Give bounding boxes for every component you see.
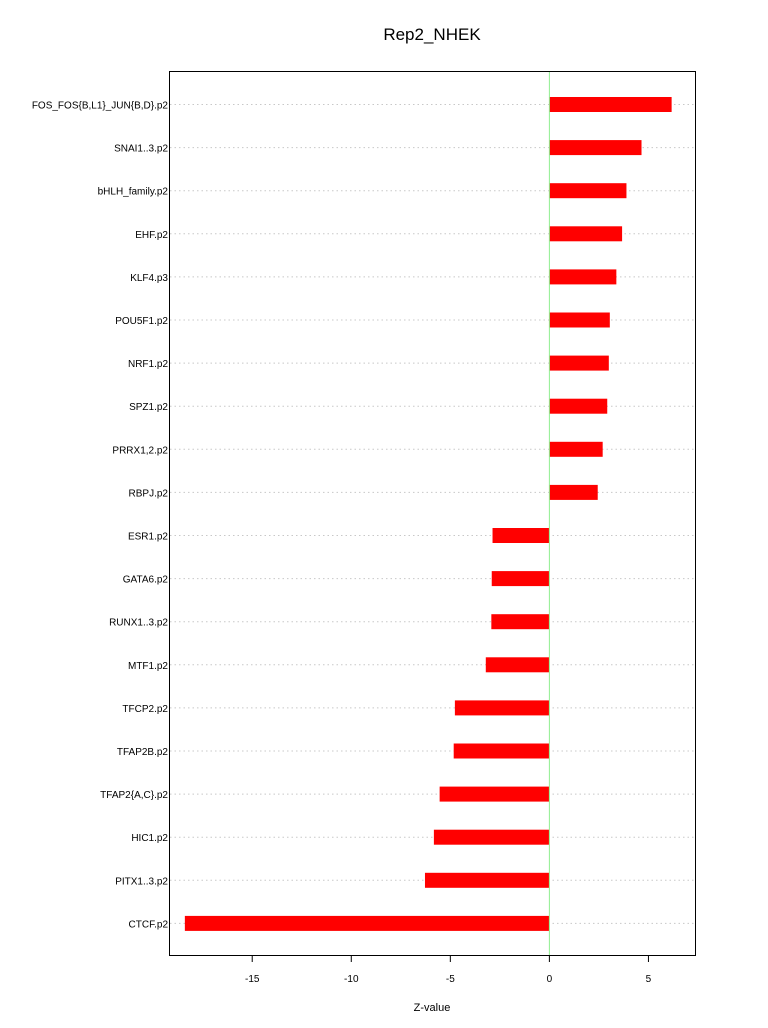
bar (455, 700, 550, 715)
category-label: bHLH_family.p2 (97, 186, 168, 198)
category-label: SPZ1.p2 (129, 402, 168, 414)
category-label: CTCF.p2 (128, 919, 168, 931)
bar (486, 657, 550, 672)
category-label: PITX1..3.p2 (115, 876, 168, 888)
category-label: RUNX1..3.p2 (109, 617, 168, 629)
category-label: PRRX1,2.p2 (112, 445, 168, 457)
x-axis (245, 955, 652, 985)
category-label: HIC1.p2 (131, 833, 168, 845)
bar (491, 614, 549, 629)
category-label: TFAP2{A,C}.p2 (100, 790, 168, 802)
category-label: FOS_FOS{B,L1}_JUN{B,D}.p2 (31, 100, 168, 112)
category-label: GATA6.p2 (122, 574, 168, 586)
bar (549, 442, 602, 457)
plot-frame (170, 72, 696, 956)
bar (549, 97, 671, 112)
category-label: MTF1.p2 (127, 660, 168, 672)
x-tick-label: -15 (244, 974, 260, 985)
x-tick-label: -5 (445, 974, 455, 985)
category-label: KLF4.p3 (130, 272, 168, 284)
category-label: TFAP2B.p2 (116, 747, 168, 758)
category-label: SNAI1..3.p2 (114, 143, 168, 155)
bar (454, 744, 550, 759)
bar (549, 183, 626, 198)
category-label: RBPJ.p2 (128, 488, 168, 500)
bar (549, 269, 616, 284)
bar (425, 873, 549, 888)
bar (549, 399, 607, 414)
bar (493, 528, 550, 543)
bar (549, 313, 609, 328)
category-label: POU5F1.p2 (115, 316, 168, 327)
x-tick-label: 0 (546, 974, 553, 985)
bar (549, 140, 641, 155)
category-label: EHF.p2 (135, 229, 168, 241)
bar (549, 485, 597, 500)
category-label: ESR1.p2 (127, 531, 168, 543)
bar (185, 916, 550, 931)
bar (549, 356, 608, 371)
bar (549, 226, 622, 241)
x-tick-label: -10 (344, 974, 359, 985)
chart-title: Rep2_NHEK (383, 25, 481, 44)
x-tick-label: 5 (645, 974, 652, 985)
bars (185, 97, 672, 931)
bar (434, 830, 550, 845)
bar (492, 571, 550, 586)
category-labels (32, 101, 169, 931)
category-label: NRF1.p2 (127, 359, 168, 371)
category-label: TFCP2.p2 (122, 703, 168, 715)
bar (440, 787, 550, 802)
x-axis-label: Z-value (413, 1002, 451, 1014)
